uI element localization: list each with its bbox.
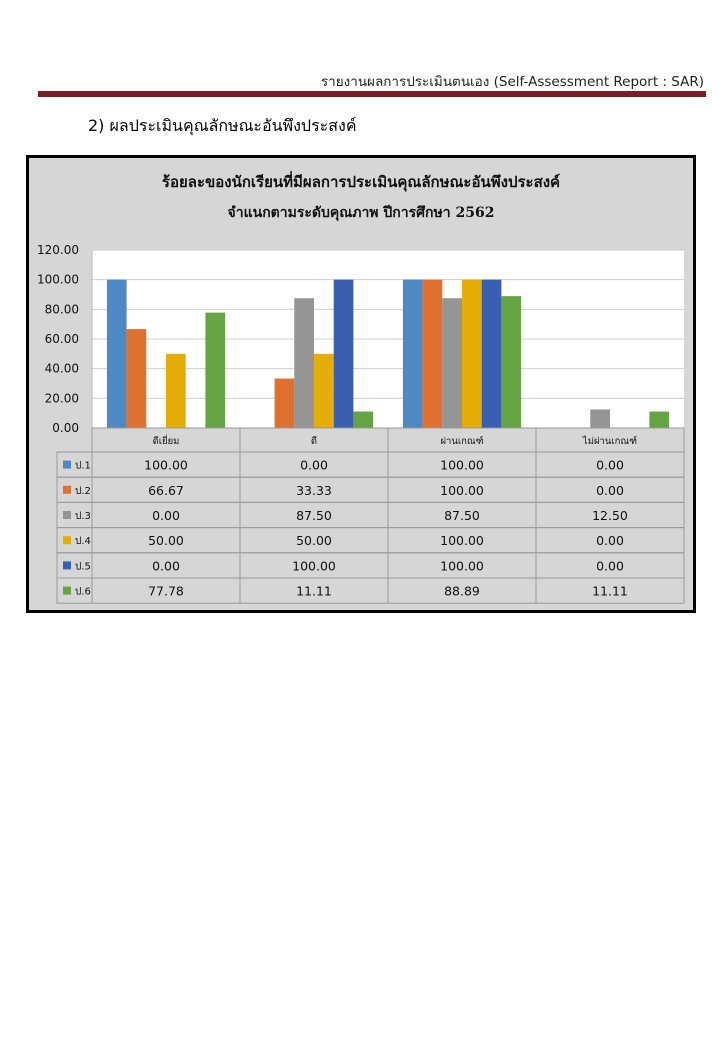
data-table-cell: 11.11	[296, 583, 332, 599]
y-tick-label: 80.00	[44, 302, 79, 317]
bar	[166, 354, 186, 428]
bar	[353, 412, 373, 428]
data-table-cell: 12.50	[592, 508, 628, 523]
data-table-cell: 100.00	[144, 457, 188, 473]
bar	[205, 313, 225, 428]
y-tick-label: 60.00	[44, 332, 79, 346]
data-table-cell: 0.00	[596, 457, 624, 473]
y-tick-label: 120.00	[37, 243, 79, 257]
bar	[294, 298, 314, 428]
table-row	[57, 502, 684, 527]
data-table-cell: 87.50	[444, 508, 480, 523]
bar	[649, 412, 669, 428]
data-table-cell: 100.00	[440, 482, 484, 498]
y-tick-label: 0.00	[52, 421, 79, 435]
bar	[423, 280, 443, 428]
legend-label: ป.4	[75, 536, 91, 548]
data-table-cell: 0.00	[596, 533, 624, 549]
y-tick-label: 100.00	[37, 272, 79, 287]
data-table-cell: 0.00	[596, 482, 624, 498]
bar	[482, 280, 502, 428]
data-table-cell: 100.00	[292, 558, 336, 574]
bar	[127, 329, 147, 428]
data-table-cell: 0.00	[152, 558, 180, 574]
legend-label: ป.3	[75, 511, 91, 522]
report-header-title: รายงานผลการประเมินตนเอง (Self-Assessment Report : SAR)	[320, 74, 704, 90]
data-table-cell: 77.78	[148, 583, 184, 599]
legend-label: ป.6	[75, 586, 91, 598]
legend-swatch	[63, 587, 71, 595]
category-label: ดีเยี่ยม	[152, 436, 180, 447]
header-rule	[38, 91, 706, 97]
section-title: 2) ผลประเมินคุณลักษณะอันพึงประสงค์	[88, 116, 357, 135]
data-table-cell: 100.00	[440, 457, 484, 473]
bar	[403, 280, 423, 428]
data-table-cell: 0.00	[152, 508, 180, 523]
legend-swatch	[63, 461, 71, 469]
bar-chart	[29, 158, 693, 610]
y-tick-label: 20.00	[44, 391, 79, 406]
category-label: ดี	[310, 436, 318, 447]
data-table-cell: 33.33	[296, 482, 332, 498]
bar	[314, 354, 334, 428]
bar	[275, 379, 295, 428]
bar	[501, 296, 521, 428]
bar	[590, 409, 610, 428]
data-table-cell: 50.00	[296, 533, 332, 549]
category-label: ผ่านเกณฑ์	[440, 436, 484, 447]
chart-subtitle: จำแนกตามระดับคุณภาพ ปีการศึกษา 2562	[227, 205, 495, 221]
legend-swatch	[63, 536, 71, 544]
table-row	[57, 553, 684, 578]
data-table-cell: 88.89	[444, 583, 480, 599]
legend-swatch	[63, 486, 71, 494]
data-table-cell: 50.00	[148, 533, 184, 549]
bar	[442, 298, 462, 428]
legend-label: ป.1	[75, 460, 91, 472]
data-table-cell: 0.00	[596, 558, 624, 574]
legend-swatch	[63, 511, 71, 519]
chart-frame	[26, 155, 696, 613]
chart-title: ร้อยละของนักเรียนที่มีผลการประเมินคุณลักษณะอันพึงประสงค์	[161, 173, 561, 191]
legend-label: ป.2	[75, 485, 91, 497]
data-table-cell: 87.50	[296, 508, 332, 523]
legend-label: ป.5	[75, 561, 91, 573]
legend-swatch	[63, 561, 71, 569]
data-table-cell: 0.00	[300, 457, 328, 473]
data-table-cell: 11.11	[592, 583, 628, 599]
data-table-cell: 100.00	[440, 558, 484, 574]
bar	[334, 280, 354, 428]
y-tick-label: 40.00	[44, 361, 79, 376]
data-table-cell: 100.00	[440, 533, 484, 549]
category-label: ไม่ผ่านเกณฑ์	[582, 436, 638, 447]
data-table-cell: 66.67	[148, 482, 184, 498]
bar	[107, 280, 127, 428]
bar	[462, 280, 482, 428]
